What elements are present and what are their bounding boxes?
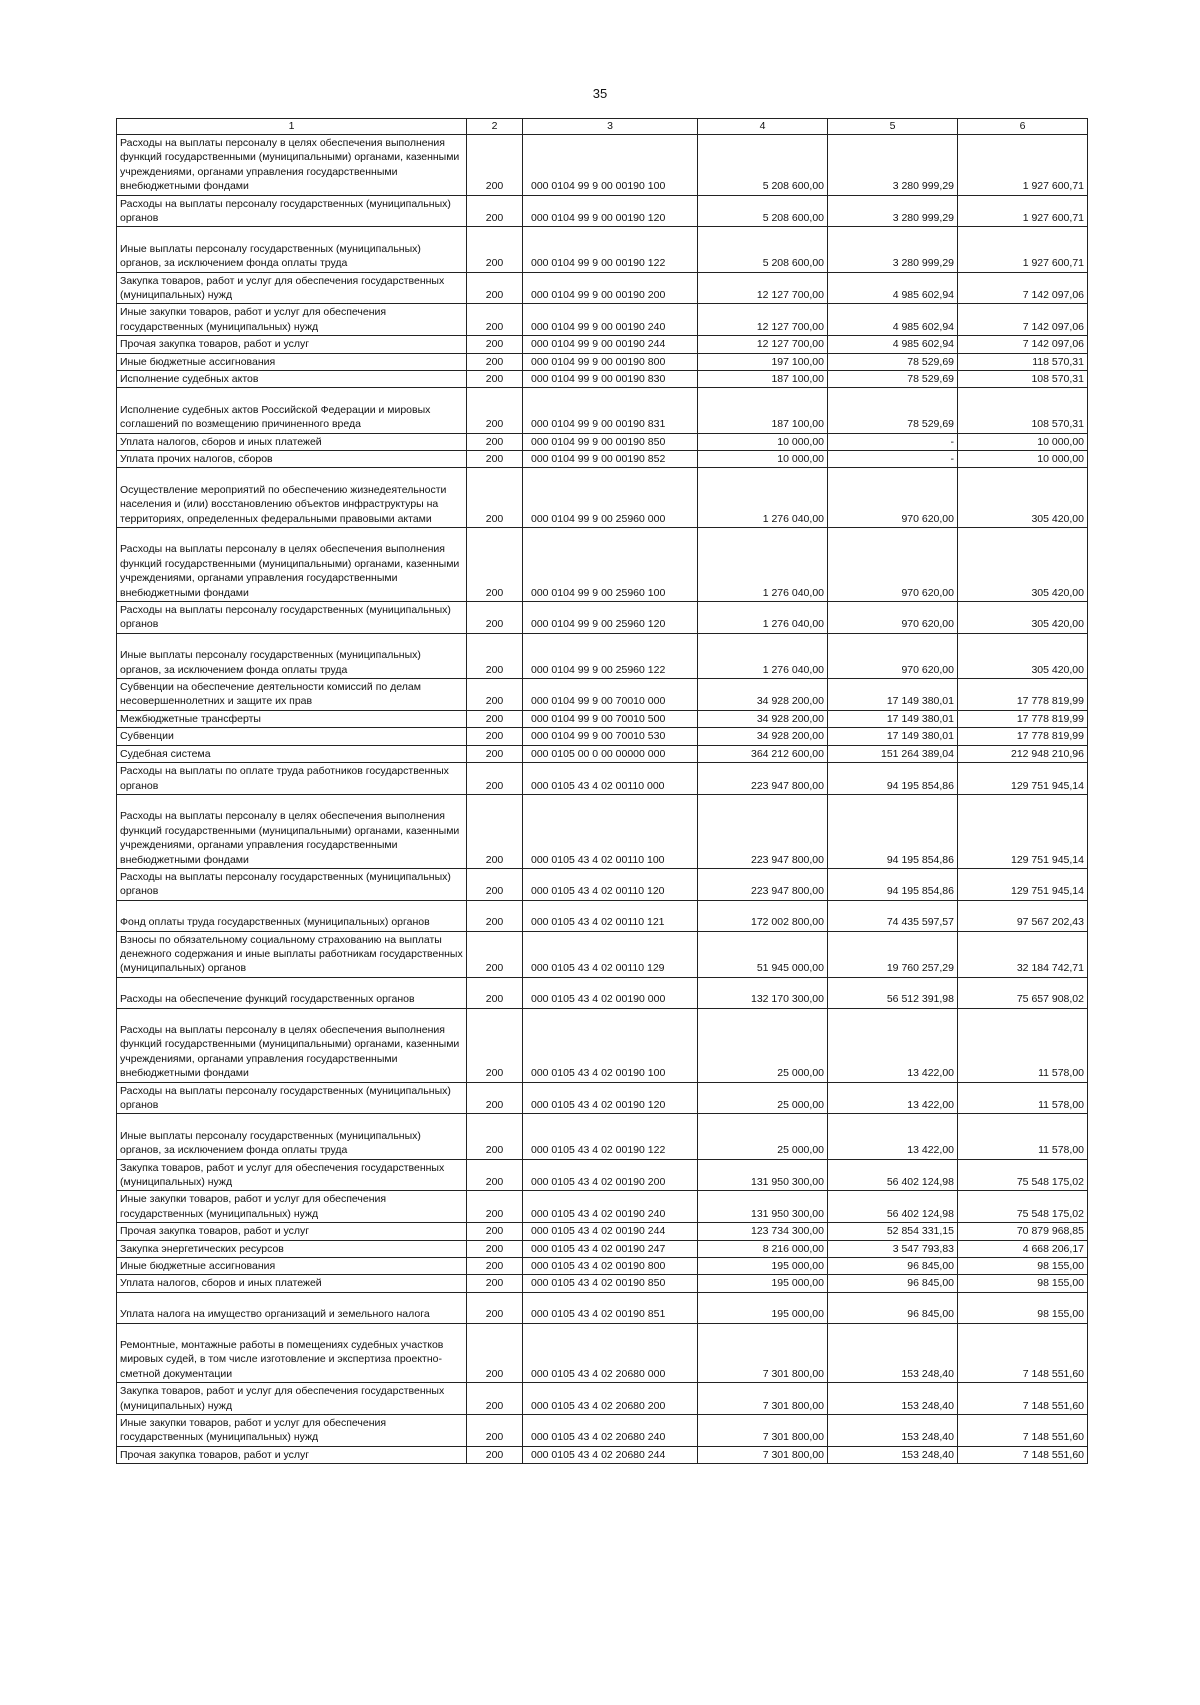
remaining-amount-cell: 10 000,00 [958, 451, 1088, 468]
classification-code-cell: 000 0105 43 4 02 00190 800 [523, 1257, 698, 1274]
classification-code-cell: 000 0105 43 4 02 20680 240 [523, 1414, 698, 1446]
line-code-cell: 200 [467, 1446, 523, 1463]
table-row [117, 900, 1088, 931]
page-number: 35 [592, 86, 608, 101]
remaining-amount-cell: 11 578,00 [958, 1114, 1088, 1159]
item-name-cell: Расходы на выплаты персоналу государственных (муниципальных) органов [117, 868, 467, 900]
classification-code-cell: 000 0105 43 4 02 00110 000 [523, 763, 698, 795]
line-code-cell: 200 [467, 227, 523, 272]
line-code-cell: 200 [467, 1414, 523, 1446]
approved-amount-cell: 12 127 700,00 [698, 304, 828, 336]
remaining-amount-cell: 129 751 945,14 [958, 794, 1088, 868]
table-row [117, 1292, 1088, 1323]
item-name-cell: Иные бюджетные ассигнования [117, 1257, 467, 1274]
remaining-amount-cell: 98 155,00 [958, 1257, 1088, 1274]
approved-amount-cell: 12 127 700,00 [698, 272, 828, 304]
item-name-cell: Взносы по обязательному социальному страхованию на выплаты денежного содержания и иные выплаты работникам государственных (муниципальных) органов [117, 931, 467, 977]
classification-code-cell: 000 0105 43 4 02 00110 129 [523, 931, 698, 977]
approved-amount-cell: 7 301 800,00 [698, 1323, 828, 1383]
line-code-cell: 200 [467, 304, 523, 336]
approved-amount-cell: 1 276 040,00 [698, 633, 828, 678]
column-number-2: 2 [467, 119, 523, 135]
item-name-cell: Закупка товаров, работ и услуг для обеспечения государственных (муниципальных) нужд [117, 1383, 467, 1415]
line-code-cell: 200 [467, 433, 523, 450]
budget-table [116, 118, 1088, 1464]
item-name-cell: Осуществление мероприятий по обеспечению жизнедеятельности населения и (или) восстановлению объектов инфраструктуры на территориях, определенных федеральными правовыми актами [117, 468, 467, 528]
remaining-amount-cell: 118 570,31 [958, 353, 1088, 370]
line-code-cell: 200 [467, 602, 523, 634]
executed-amount-cell: 153 248,40 [828, 1323, 958, 1383]
item-name-cell: Прочая закупка товаров, работ и услуг [117, 1446, 467, 1463]
item-name-cell: Расходы на выплаты персоналу государственных (муниципальных) органов [117, 195, 467, 227]
classification-code-cell: 000 0105 43 4 02 00190 200 [523, 1159, 698, 1191]
column-number-3: 3 [523, 119, 698, 135]
remaining-amount-cell: 305 420,00 [958, 528, 1088, 602]
executed-amount-cell: 56 402 124,98 [828, 1159, 958, 1191]
remaining-amount-cell: 212 948 210,96 [958, 745, 1088, 762]
line-code-cell: 200 [467, 745, 523, 762]
executed-amount-cell: 4 985 602,94 [828, 272, 958, 304]
executed-amount-cell: 17 149 380,01 [828, 710, 958, 727]
classification-code-cell: 000 0104 99 9 00 00190 850 [523, 433, 698, 450]
classification-code-cell: 000 0104 99 9 00 25960 122 [523, 633, 698, 678]
item-name-cell: Субвенции [117, 728, 467, 745]
item-name-cell: Прочая закупка товаров, работ и услуг [117, 1223, 467, 1240]
line-code-cell: 200 [467, 451, 523, 468]
table-row [117, 195, 1088, 227]
classification-code-cell: 000 0104 99 9 00 00190 100 [523, 135, 698, 196]
remaining-amount-cell: 98 155,00 [958, 1275, 1088, 1292]
line-code-cell: 200 [467, 272, 523, 304]
classification-code-cell: 000 0105 43 4 02 00190 851 [523, 1292, 698, 1323]
line-code-cell: 200 [467, 135, 523, 196]
remaining-amount-cell: 70 879 968,85 [958, 1223, 1088, 1240]
classification-code-cell: 000 0105 43 4 02 00190 100 [523, 1008, 698, 1082]
approved-amount-cell: 25 000,00 [698, 1082, 828, 1114]
approved-amount-cell: 25 000,00 [698, 1114, 828, 1159]
executed-amount-cell: 74 435 597,57 [828, 900, 958, 931]
classification-code-cell: 000 0104 99 9 00 00190 244 [523, 336, 698, 353]
classification-code-cell: 000 0105 43 4 02 00110 100 [523, 794, 698, 868]
approved-amount-cell: 7 301 800,00 [698, 1414, 828, 1446]
classification-code-cell: 000 0104 99 9 00 00190 800 [523, 353, 698, 370]
remaining-amount-cell: 305 420,00 [958, 468, 1088, 528]
line-code-cell: 200 [467, 794, 523, 868]
remaining-amount-cell: 4 668 206,17 [958, 1240, 1088, 1257]
line-code-cell: 200 [467, 353, 523, 370]
line-code-cell: 200 [467, 1275, 523, 1292]
executed-amount-cell: 13 422,00 [828, 1114, 958, 1159]
executed-amount-cell: 78 529,69 [828, 353, 958, 370]
line-code-cell: 200 [467, 371, 523, 388]
item-name-cell: Расходы на выплаты персоналу в целях обеспечения выполнения функций государственными (муниципальными) органами, казенными учреждениями, органами управления государственными внебюджетными фондами [117, 1008, 467, 1082]
approved-amount-cell: 51 945 000,00 [698, 931, 828, 977]
table-row [117, 272, 1088, 304]
remaining-amount-cell: 75 657 908,02 [958, 977, 1088, 1008]
remaining-amount-cell: 305 420,00 [958, 602, 1088, 634]
approved-amount-cell: 187 100,00 [698, 388, 828, 433]
approved-amount-cell: 195 000,00 [698, 1292, 828, 1323]
executed-amount-cell: 96 845,00 [828, 1257, 958, 1274]
line-code-cell: 200 [467, 679, 523, 711]
approved-amount-cell: 1 276 040,00 [698, 602, 828, 634]
item-name-cell: Расходы на выплаты по оплате труда работников государственных органов [117, 763, 467, 795]
classification-code-cell: 000 0104 99 9 00 00190 122 [523, 227, 698, 272]
classification-code-cell: 000 0104 99 9 00 70010 500 [523, 710, 698, 727]
classification-code-cell: 000 0104 99 9 00 25960 100 [523, 528, 698, 602]
approved-amount-cell: 187 100,00 [698, 371, 828, 388]
executed-amount-cell: 94 195 854,86 [828, 794, 958, 868]
table-row [117, 304, 1088, 336]
executed-amount-cell: 94 195 854,86 [828, 763, 958, 795]
approved-amount-cell: 1 276 040,00 [698, 528, 828, 602]
item-name-cell: Фонд оплаты труда государственных (муниципальных) органов [117, 900, 467, 931]
executed-amount-cell: 96 845,00 [828, 1275, 958, 1292]
line-code-cell: 200 [467, 1257, 523, 1274]
item-name-cell: Иные выплаты персоналу государственных (муниципальных) органов, за исключением фонда оплаты труда [117, 1114, 467, 1159]
item-name-cell: Расходы на выплаты персоналу в целях обеспечения выполнения функций государственными (муниципальными) органами, казенными учреждениями, органами управления государственными внебюджетными фондами [117, 794, 467, 868]
approved-amount-cell: 34 928 200,00 [698, 679, 828, 711]
table-row [117, 977, 1088, 1008]
table-row [117, 794, 1088, 868]
remaining-amount-cell: 7 148 551,60 [958, 1323, 1088, 1383]
column-number-1: 1 [117, 119, 467, 135]
item-name-cell: Уплата прочих налогов, сборов [117, 451, 467, 468]
line-code-cell: 200 [467, 633, 523, 678]
table-row [117, 1323, 1088, 1383]
item-name-cell: Закупка энергетических ресурсов [117, 1240, 467, 1257]
approved-amount-cell: 7 301 800,00 [698, 1383, 828, 1415]
executed-amount-cell: 78 529,69 [828, 388, 958, 433]
classification-code-cell: 000 0104 99 9 00 00190 831 [523, 388, 698, 433]
executed-amount-cell: 56 512 391,98 [828, 977, 958, 1008]
line-code-cell: 200 [467, 900, 523, 931]
line-code-cell: 200 [467, 763, 523, 795]
item-name-cell: Иные бюджетные ассигнования [117, 353, 467, 370]
executed-amount-cell: 4 985 602,94 [828, 336, 958, 353]
remaining-amount-cell: 108 570,31 [958, 371, 1088, 388]
classification-code-cell: 000 0105 43 4 02 00190 850 [523, 1275, 698, 1292]
table-row [117, 633, 1088, 678]
executed-amount-cell: 13 422,00 [828, 1082, 958, 1114]
table-row [117, 433, 1088, 450]
item-name-cell: Ремонтные, монтажные работы в помещениях судебных участков мировых судей, в том числе изготовление и экспертиза проектно-сметной документации [117, 1323, 467, 1383]
line-code-cell: 200 [467, 728, 523, 745]
approved-amount-cell: 10 000,00 [698, 451, 828, 468]
approved-amount-cell: 34 928 200,00 [698, 728, 828, 745]
table-row [117, 388, 1088, 433]
table-row [117, 528, 1088, 602]
approved-amount-cell: 131 950 300,00 [698, 1159, 828, 1191]
executed-amount-cell: 78 529,69 [828, 371, 958, 388]
line-code-cell: 200 [467, 868, 523, 900]
line-code-cell: 200 [467, 1240, 523, 1257]
approved-amount-cell: 172 002 800,00 [698, 900, 828, 931]
remaining-amount-cell: 17 778 819,99 [958, 710, 1088, 727]
item-name-cell: Иные выплаты персоналу государственных (муниципальных) органов, за исключением фонда оплаты труда [117, 227, 467, 272]
classification-code-cell: 000 0105 43 4 02 00190 000 [523, 977, 698, 1008]
classification-code-cell: 000 0104 99 9 00 70010 000 [523, 679, 698, 711]
line-code-cell: 200 [467, 1114, 523, 1159]
line-code-cell: 200 [467, 931, 523, 977]
line-code-cell: 200 [467, 1292, 523, 1323]
executed-amount-cell: 153 248,40 [828, 1446, 958, 1463]
classification-code-cell: 000 0105 43 4 02 20680 244 [523, 1446, 698, 1463]
line-code-cell: 200 [467, 710, 523, 727]
line-code-cell: 200 [467, 1323, 523, 1383]
approved-amount-cell: 195 000,00 [698, 1275, 828, 1292]
executed-amount-cell: 3 280 999,29 [828, 195, 958, 227]
line-code-cell: 200 [467, 1223, 523, 1240]
line-code-cell: 200 [467, 1383, 523, 1415]
executed-amount-cell: 19 760 257,29 [828, 931, 958, 977]
table-row [117, 1223, 1088, 1240]
approved-amount-cell: 132 170 300,00 [698, 977, 828, 1008]
table-body [117, 135, 1088, 1464]
approved-amount-cell: 5 208 600,00 [698, 227, 828, 272]
executed-amount-cell: 94 195 854,86 [828, 868, 958, 900]
table-row [117, 1114, 1088, 1159]
classification-code-cell: 000 0104 99 9 00 00190 200 [523, 272, 698, 304]
approved-amount-cell: 131 950 300,00 [698, 1191, 828, 1223]
classification-code-cell: 000 0105 43 4 02 00190 122 [523, 1114, 698, 1159]
classification-code-cell: 000 0105 43 4 02 00190 247 [523, 1240, 698, 1257]
item-name-cell: Расходы на выплаты персоналу в целях обеспечения выполнения функций государственными (муниципальными) органами, казенными учреждениями, органами управления государственными внебюджетными фондами [117, 135, 467, 196]
approved-amount-cell: 12 127 700,00 [698, 336, 828, 353]
table-row [117, 1159, 1088, 1191]
line-code-cell: 200 [467, 1159, 523, 1191]
table-row [117, 336, 1088, 353]
line-code-cell: 200 [467, 388, 523, 433]
approved-amount-cell: 7 301 800,00 [698, 1446, 828, 1463]
classification-code-cell: 000 0104 99 9 00 70010 530 [523, 728, 698, 745]
executed-amount-cell: 13 422,00 [828, 1008, 958, 1082]
item-name-cell: Судебная система [117, 745, 467, 762]
classification-code-cell: 000 0105 43 4 02 20680 200 [523, 1383, 698, 1415]
approved-amount-cell: 223 947 800,00 [698, 794, 828, 868]
approved-amount-cell: 5 208 600,00 [698, 195, 828, 227]
table-row [117, 1446, 1088, 1463]
line-code-cell: 200 [467, 468, 523, 528]
classification-code-cell: 000 0105 43 4 02 00110 121 [523, 900, 698, 931]
item-name-cell: Иные выплаты персоналу государственных (муниципальных) органов, за исключением фонда оплаты труда [117, 633, 467, 678]
classification-code-cell: 000 0104 99 9 00 00190 120 [523, 195, 698, 227]
classification-code-cell: 000 0105 43 4 02 20680 000 [523, 1323, 698, 1383]
line-code-cell: 200 [467, 977, 523, 1008]
table-row [117, 602, 1088, 634]
executed-amount-cell: 4 985 602,94 [828, 304, 958, 336]
item-name-cell: Расходы на выплаты персоналу государственных (муниципальных) органов [117, 1082, 467, 1114]
remaining-amount-cell: 1 927 600,71 [958, 135, 1088, 196]
approved-amount-cell: 5 208 600,00 [698, 135, 828, 196]
item-name-cell: Расходы на выплаты персоналу в целях обеспечения выполнения функций государственными (муниципальными) органами, казенными учреждениями, органами управления государственными внебюджетными фондами [117, 528, 467, 602]
remaining-amount-cell: 11 578,00 [958, 1082, 1088, 1114]
executed-amount-cell: 153 248,40 [828, 1383, 958, 1415]
approved-amount-cell: 25 000,00 [698, 1008, 828, 1082]
item-name-cell: Расходы на обеспечение функций государственных органов [117, 977, 467, 1008]
executed-amount-cell: 970 620,00 [828, 602, 958, 634]
line-code-cell: 200 [467, 1082, 523, 1114]
table-row [117, 728, 1088, 745]
executed-amount-cell: 96 845,00 [828, 1292, 958, 1323]
executed-amount-cell: 52 854 331,15 [828, 1223, 958, 1240]
approved-amount-cell: 223 947 800,00 [698, 763, 828, 795]
executed-amount-cell: 17 149 380,01 [828, 728, 958, 745]
executed-amount-cell: - [828, 433, 958, 450]
item-name-cell: Иные закупки товаров, работ и услуг для обеспечения государственных (муниципальных) нужд [117, 304, 467, 336]
executed-amount-cell: 3 280 999,29 [828, 227, 958, 272]
item-name-cell: Иные закупки товаров, работ и услуг для обеспечения государственных (муниципальных) нужд [117, 1191, 467, 1223]
item-name-cell: Расходы на выплаты персоналу государственных (муниципальных) органов [117, 602, 467, 634]
approved-amount-cell: 364 212 600,00 [698, 745, 828, 762]
line-code-cell: 200 [467, 1191, 523, 1223]
item-name-cell: Закупка товаров, работ и услуг для обеспечения государственных (муниципальных) нужд [117, 1159, 467, 1191]
item-name-cell: Прочая закупка товаров, работ и услуг [117, 336, 467, 353]
column-number-4: 4 [698, 119, 828, 135]
budget-table-container [116, 118, 1087, 1464]
approved-amount-cell: 8 216 000,00 [698, 1240, 828, 1257]
classification-code-cell: 000 0105 00 0 00 00000 000 [523, 745, 698, 762]
remaining-amount-cell: 11 578,00 [958, 1008, 1088, 1082]
remaining-amount-cell: 129 751 945,14 [958, 868, 1088, 900]
remaining-amount-cell: 7 142 097,06 [958, 304, 1088, 336]
table-row [117, 1414, 1088, 1446]
remaining-amount-cell: 7 142 097,06 [958, 272, 1088, 304]
table-row [117, 868, 1088, 900]
table-row [117, 468, 1088, 528]
remaining-amount-cell: 129 751 945,14 [958, 763, 1088, 795]
executed-amount-cell: 151 264 389,04 [828, 745, 958, 762]
item-name-cell: Субвенции на обеспечение деятельности комиссий по делам несовершеннолетних и защите их прав [117, 679, 467, 711]
remaining-amount-cell: 7 148 551,60 [958, 1383, 1088, 1415]
item-name-cell: Уплата налога на имущество организаций и земельного налога [117, 1292, 467, 1323]
classification-code-cell: 000 0104 99 9 00 25960 120 [523, 602, 698, 634]
table-row [117, 1082, 1088, 1114]
table-row [117, 1008, 1088, 1082]
executed-amount-cell: 970 620,00 [828, 528, 958, 602]
item-name-cell: Закупка товаров, работ и услуг для обеспечения государственных (муниципальных) нужд [117, 272, 467, 304]
remaining-amount-cell: 32 184 742,71 [958, 931, 1088, 977]
table-row [117, 227, 1088, 272]
remaining-amount-cell: 75 548 175,02 [958, 1159, 1088, 1191]
remaining-amount-cell: 7 142 097,06 [958, 336, 1088, 353]
executed-amount-cell: 56 402 124,98 [828, 1191, 958, 1223]
column-number-row [117, 119, 1088, 135]
executed-amount-cell: 17 149 380,01 [828, 679, 958, 711]
item-name-cell: Исполнение судебных актов [117, 371, 467, 388]
remaining-amount-cell: 108 570,31 [958, 388, 1088, 433]
table-row [117, 1257, 1088, 1274]
remaining-amount-cell: 98 155,00 [958, 1292, 1088, 1323]
remaining-amount-cell: 1 927 600,71 [958, 195, 1088, 227]
item-name-cell: Уплата налогов, сборов и иных платежей [117, 1275, 467, 1292]
remaining-amount-cell: 305 420,00 [958, 633, 1088, 678]
classification-code-cell: 000 0104 99 9 00 25960 000 [523, 468, 698, 528]
executed-amount-cell: 3 280 999,29 [828, 135, 958, 196]
classification-code-cell: 000 0104 99 9 00 00190 830 [523, 371, 698, 388]
line-code-cell: 200 [467, 195, 523, 227]
classification-code-cell: 000 0105 43 4 02 00190 120 [523, 1082, 698, 1114]
approved-amount-cell: 1 276 040,00 [698, 468, 828, 528]
item-name-cell: Иные закупки товаров, работ и услуг для обеспечения государственных (муниципальных) нужд [117, 1414, 467, 1446]
executed-amount-cell: 970 620,00 [828, 468, 958, 528]
approved-amount-cell: 195 000,00 [698, 1257, 828, 1274]
item-name-cell: Межбюджетные трансферты [117, 710, 467, 727]
classification-code-cell: 000 0105 43 4 02 00190 240 [523, 1191, 698, 1223]
executed-amount-cell: - [828, 451, 958, 468]
executed-amount-cell: 970 620,00 [828, 633, 958, 678]
table-row [117, 371, 1088, 388]
approved-amount-cell: 10 000,00 [698, 433, 828, 450]
remaining-amount-cell: 10 000,00 [958, 433, 1088, 450]
table-row [117, 931, 1088, 977]
table-row [117, 1383, 1088, 1415]
approved-amount-cell: 34 928 200,00 [698, 710, 828, 727]
table-row [117, 353, 1088, 370]
line-code-cell: 200 [467, 1008, 523, 1082]
table-row [117, 1275, 1088, 1292]
executed-amount-cell: 3 547 793,83 [828, 1240, 958, 1257]
table-row [117, 710, 1088, 727]
table-row [117, 745, 1088, 762]
approved-amount-cell: 197 100,00 [698, 353, 828, 370]
approved-amount-cell: 223 947 800,00 [698, 868, 828, 900]
table-row [117, 1191, 1088, 1223]
remaining-amount-cell: 17 778 819,99 [958, 728, 1088, 745]
remaining-amount-cell: 7 148 551,60 [958, 1414, 1088, 1446]
item-name-cell: Уплата налогов, сборов и иных платежей [117, 433, 467, 450]
classification-code-cell: 000 0105 43 4 02 00190 244 [523, 1223, 698, 1240]
remaining-amount-cell: 1 927 600,71 [958, 227, 1088, 272]
item-name-cell: Исполнение судебных актов Российской Федерации и мировых соглашений по возмещению причиненного вреда [117, 388, 467, 433]
classification-code-cell: 000 0104 99 9 00 00190 240 [523, 304, 698, 336]
column-number-5: 5 [828, 119, 958, 135]
table-row [117, 451, 1088, 468]
table-row [117, 763, 1088, 795]
table-row [117, 1240, 1088, 1257]
remaining-amount-cell: 17 778 819,99 [958, 679, 1088, 711]
table-row [117, 679, 1088, 711]
classification-code-cell: 000 0104 99 9 00 00190 852 [523, 451, 698, 468]
column-number-6: 6 [958, 119, 1088, 135]
remaining-amount-cell: 97 567 202,43 [958, 900, 1088, 931]
line-code-cell: 200 [467, 528, 523, 602]
classification-code-cell: 000 0105 43 4 02 00110 120 [523, 868, 698, 900]
remaining-amount-cell: 75 548 175,02 [958, 1191, 1088, 1223]
executed-amount-cell: 153 248,40 [828, 1414, 958, 1446]
approved-amount-cell: 123 734 300,00 [698, 1223, 828, 1240]
line-code-cell: 200 [467, 336, 523, 353]
table-row [117, 135, 1088, 196]
remaining-amount-cell: 7 148 551,60 [958, 1446, 1088, 1463]
